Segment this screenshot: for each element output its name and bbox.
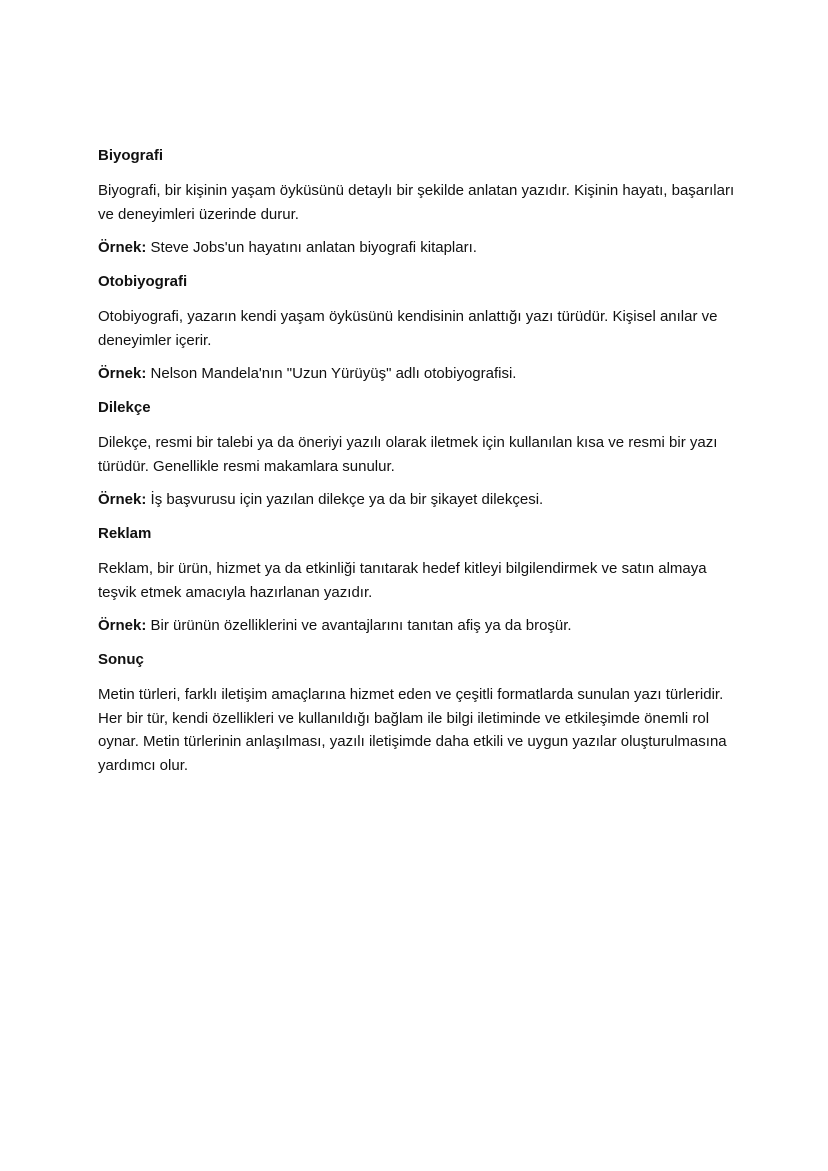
section-paragraph: Otobiyografi, yazarın kendi yaşam öyküsünü kendisinin anlattığı yazı türüdür. Kişisel anılar ve deneyimler içerir. <box>98 308 718 349</box>
section-paragraph: Reklam, bir ürün, hizmet ya da etkinliği tanıtarak hedef kitleyi bilgilendirmek ve satın almaya teşvik etmek amacıyla hazırlanan yazıdır. <box>98 560 707 601</box>
section-title: Sonuç <box>98 651 144 668</box>
example-text: Bir ürünün özelliklerini ve avantajlarını tanıtan afiş ya da broşür. <box>146 617 572 634</box>
example-text: Steve Jobs'un hayatını anlatan biyografi kitapları. <box>146 239 477 256</box>
section-paragraph: Biyografi, bir kişinin yaşam öyküsünü detaylı bir şekilde anlatan yazıdır. Kişinin hayatı, başarıları ve deneyimleri üzerinde durur. <box>98 182 735 223</box>
section-reklam <box>98 523 738 637</box>
section-dilekce <box>98 397 738 511</box>
example-label: Örnek: <box>98 617 147 634</box>
section-title: Biyografi <box>98 147 164 164</box>
section-biyografi <box>98 145 738 259</box>
example-label: Örnek: <box>98 491 147 508</box>
document-page <box>98 145 738 788</box>
example-text: Nelson Mandela'nın "Uzun Yürüyüş" adlı otobiyografisi. <box>146 365 517 382</box>
example-label: Örnek: <box>98 365 147 382</box>
conclusion-paragraph: Metin türleri, farklı iletişim amaçlarına hizmet eden ve çeşitli formatlarda sunulan yazı türleridir. Her bir tür, kendi özellikleri ve kullanıldığı bağlam ile bilgi iletiminde ve etkileşimde önemli rol oynar. Metin türlerinin anlaşılması, yazılı iletişimde daha etkili ve uygun yazılar oluşturulmasına yardımcı olur. <box>98 686 727 774</box>
example-label: Örnek: <box>98 239 147 256</box>
example-line <box>98 489 738 511</box>
section-otobiyografi <box>98 271 738 385</box>
example-line <box>98 363 738 385</box>
example-text: İş başvurusu için yazılan dilekçe ya da bir şikayet dilekçesi. <box>146 491 544 508</box>
example-line <box>98 615 738 637</box>
section-title: Reklam <box>98 525 152 542</box>
example-line <box>98 237 738 259</box>
section-paragraph: Dilekçe, resmi bir talebi ya da öneriyi yazılı olarak iletmek için kullanılan kısa ve resmi bir yazı türüdür. Genellikle resmi makamlara sunulur. <box>98 434 718 475</box>
section-title: Otobiyografi <box>98 273 188 290</box>
section-title: Dilekçe <box>98 399 151 416</box>
section-sonuc <box>98 649 738 777</box>
